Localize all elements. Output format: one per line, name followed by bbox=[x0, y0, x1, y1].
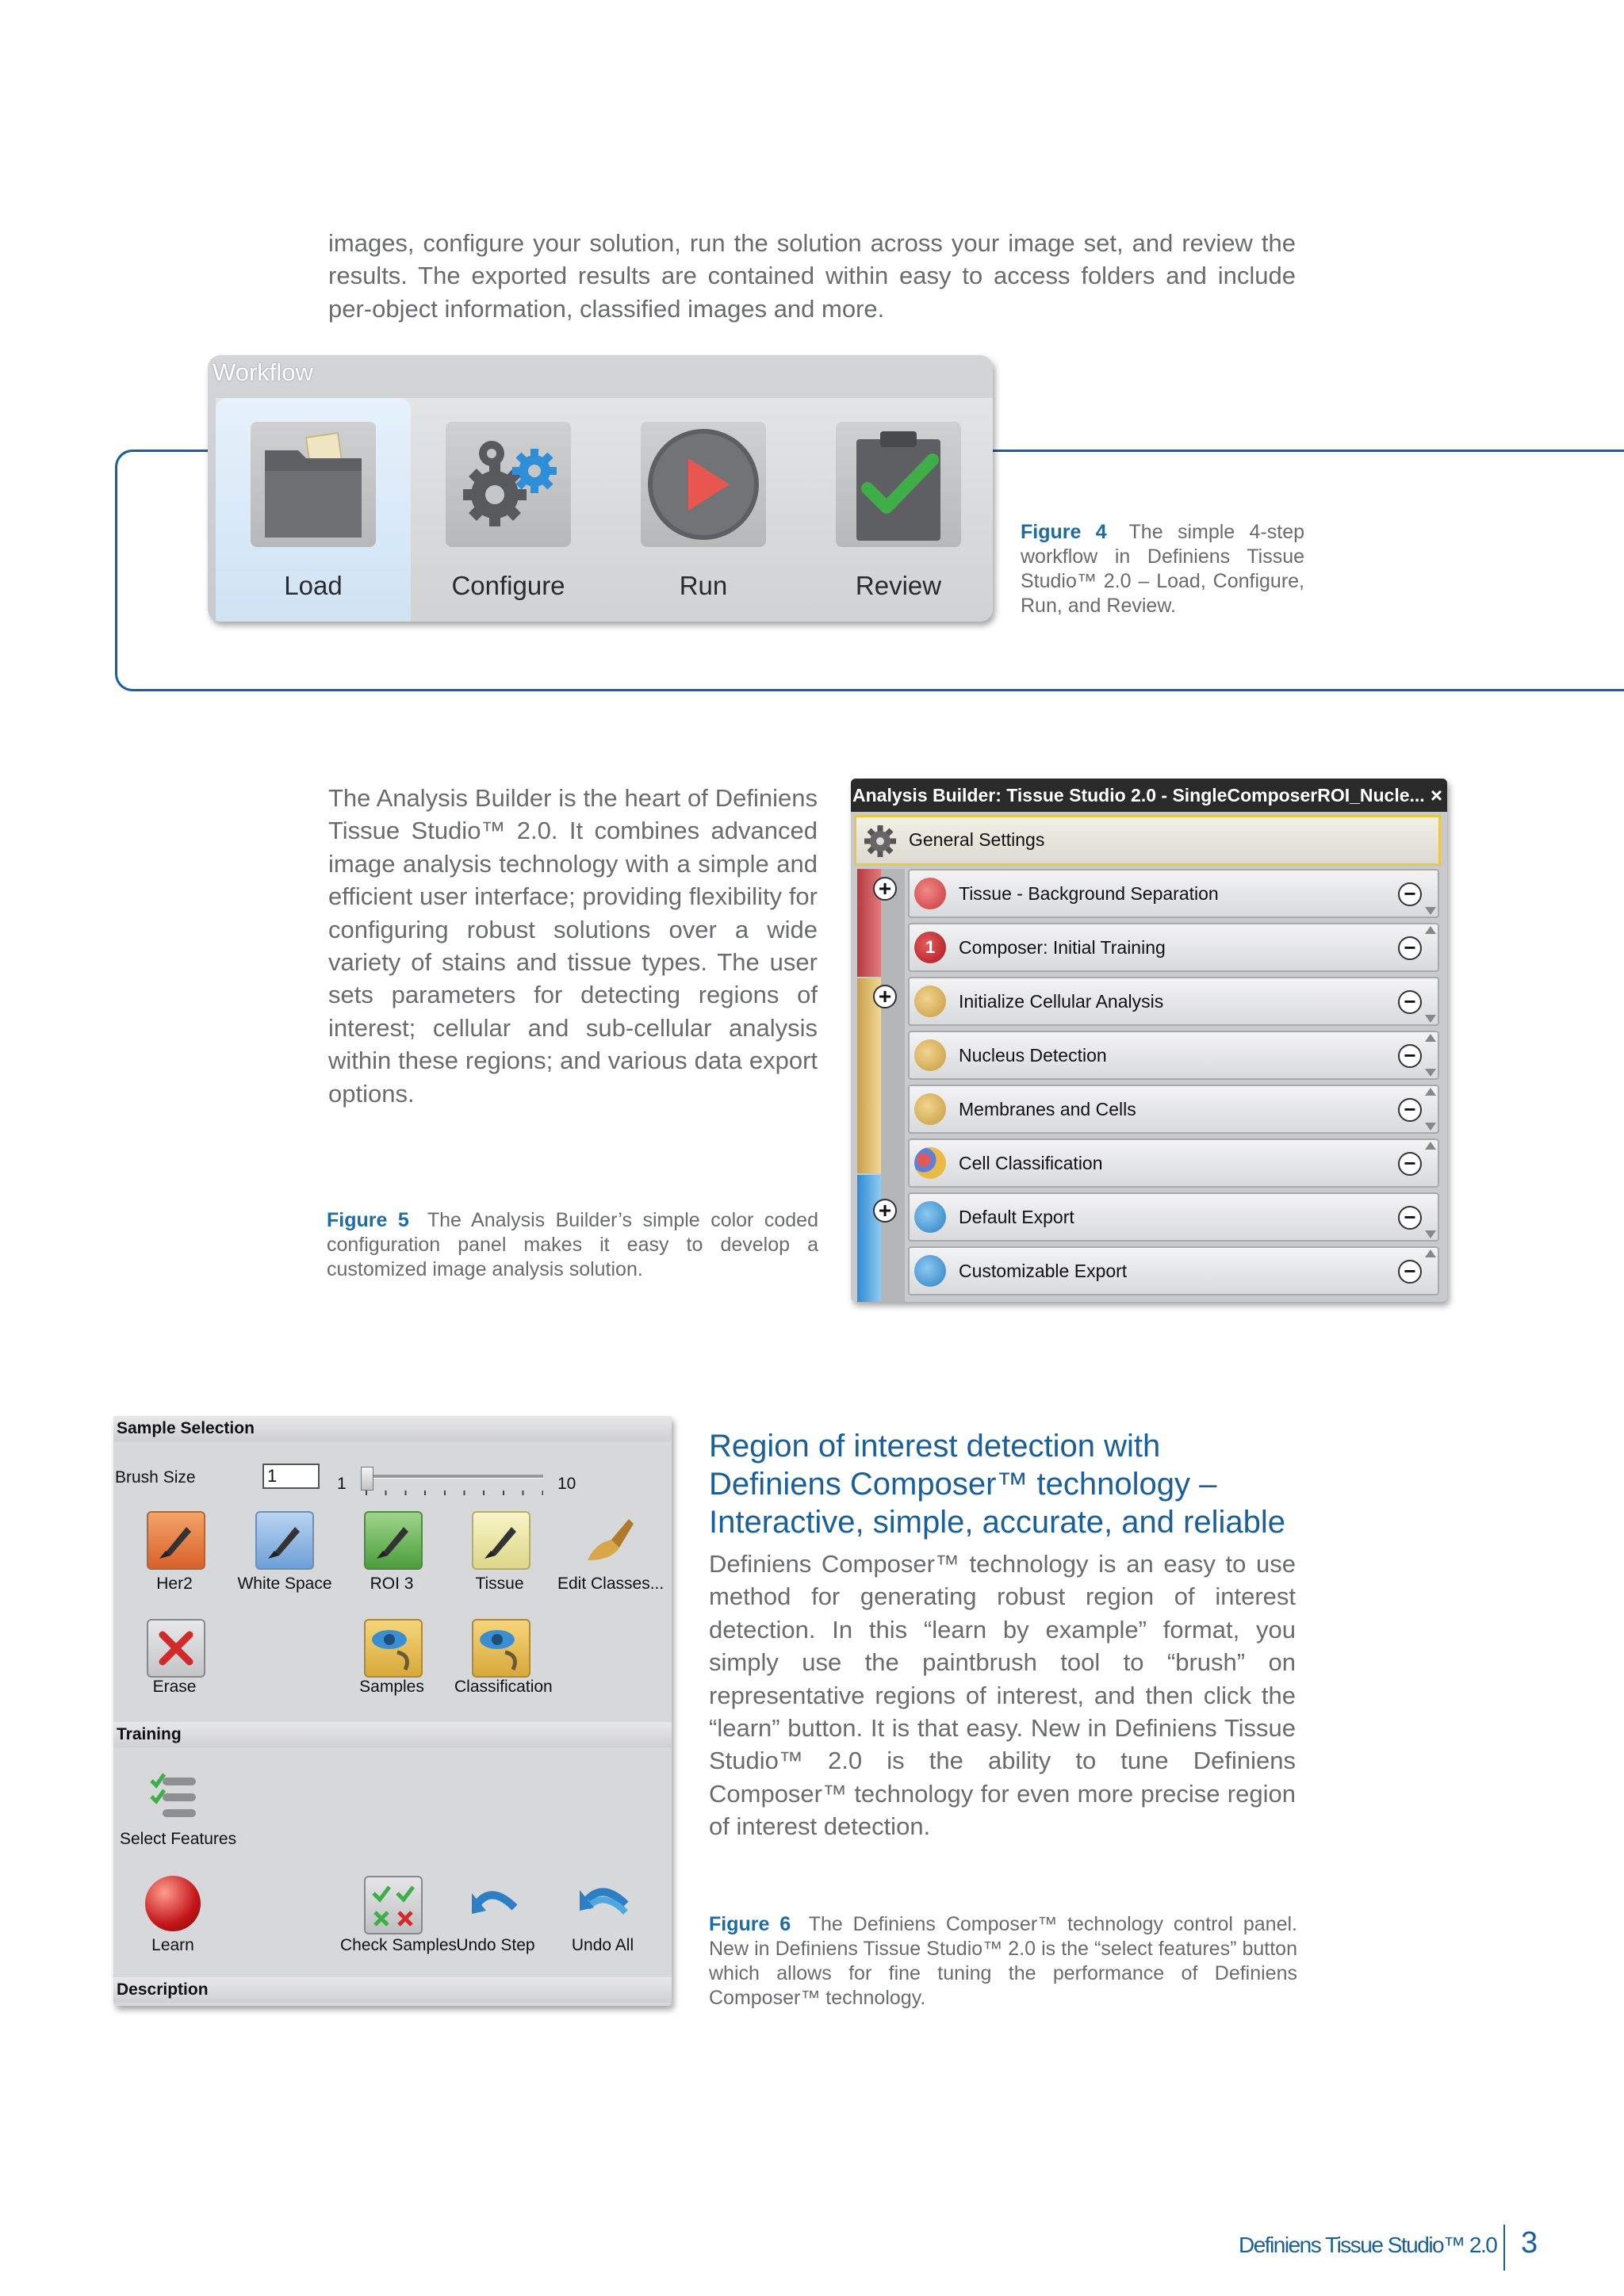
samples-label: Samples bbox=[359, 1678, 424, 1696]
her2-brush-button[interactable] bbox=[147, 1511, 205, 1570]
figure4-caption-text: The simple 4-step workflow in Definiens Tissue Studio™ 2.0 – Load, Configure, Run, and Review. bbox=[1021, 521, 1304, 617]
general-settings[interactable] bbox=[854, 815, 1441, 866]
expand-export-group[interactable]: + bbox=[873, 1199, 897, 1223]
workflow-step-review[interactable] bbox=[801, 398, 993, 622]
undo-icon bbox=[469, 1876, 524, 1931]
intro-paragraph: images, configure your solution, run the solution across your image set, and review the results. The exported results are contained within easy to access folders and include per-object information, classified images and more. bbox=[328, 229, 1296, 323]
move-down-arrow-icon[interactable] bbox=[1425, 907, 1436, 915]
page-number: 3 bbox=[1521, 2226, 1538, 2260]
row-label: Cell Classification bbox=[959, 1153, 1103, 1173]
undo-all-button[interactable] bbox=[576, 1876, 632, 1931]
edit-classes-brush-icon bbox=[580, 1511, 635, 1567]
workflow-step-load[interactable] bbox=[216, 398, 411, 622]
workflow-title: Workflow bbox=[213, 358, 313, 386]
undo-step-button[interactable] bbox=[469, 1876, 524, 1931]
analysis-paragraph: The Analysis Builder is the heart of Definiens Tissue Studio™ 2.0. It combines advanced image analysis technology with a simple and efficient user interface; providing flexibility for configuring robust solutions over a wide variety of stains and tissue types. The user sets parameters for detecting regions of interest; cellular and sub-cellular analysis within these regions; and various data export options. bbox=[328, 784, 818, 1108]
classification-icon bbox=[914, 1147, 946, 1179]
row-label: Tissue - Background Separation bbox=[959, 883, 1219, 904]
move-up-arrow-icon[interactable] bbox=[1425, 1142, 1436, 1150]
row-composer-initial-training[interactable] bbox=[908, 923, 1439, 972]
nucleus-icon bbox=[914, 1039, 946, 1071]
sliders-icon bbox=[914, 985, 946, 1017]
section-heading: Region of interest detection with Definiens Composer™ technology – Interactive, simple, accurate, and reliable bbox=[709, 1429, 1286, 1540]
slider-thumb[interactable] bbox=[361, 1467, 373, 1490]
figure5-caption-text: The Analysis Builder’s simple color coded configuration panel makes it easy to develop a customized image analysis solution. bbox=[327, 1209, 818, 1280]
row-customizable-export[interactable] bbox=[908, 1246, 1439, 1295]
export-icon bbox=[914, 1201, 946, 1233]
undo-step-label: Undo Step bbox=[456, 1936, 535, 1954]
tissue-icon bbox=[914, 878, 946, 909]
footer-divider bbox=[1503, 2225, 1505, 2271]
move-up-arrow-icon[interactable] bbox=[1425, 1249, 1436, 1257]
brush-size-input[interactable]: 1 bbox=[262, 1464, 320, 1489]
roi3-label: ROI 3 bbox=[370, 1575, 414, 1593]
gear-icon bbox=[861, 822, 899, 860]
workflow-step-label: Load bbox=[284, 571, 343, 600]
row-label: Customizable Export bbox=[959, 1261, 1128, 1281]
edit-classes-button[interactable] bbox=[580, 1511, 635, 1567]
window-title: Analysis Builder: Tissue Studio 2.0 - SingleComposerROI_Nucle... bbox=[852, 785, 1425, 806]
window-titlebar bbox=[851, 779, 1447, 812]
row-label: Initialize Cellular Analysis bbox=[959, 991, 1164, 1012]
collapse-button[interactable]: − bbox=[1398, 1260, 1422, 1284]
slider-max-label: 10 bbox=[557, 1475, 576, 1493]
paintbrush-icon bbox=[257, 1513, 312, 1568]
row-membranes-and-cells[interactable] bbox=[908, 1085, 1439, 1134]
collapse-button[interactable]: − bbox=[1398, 990, 1422, 1014]
figure4-caption-label: Figure 4 bbox=[1021, 521, 1107, 543]
workflow-step-label: Review bbox=[855, 571, 942, 600]
workflow-step-label: Run bbox=[679, 571, 728, 600]
footer-brand: Definiens Tissue Studio™ 2.0 bbox=[1239, 2233, 1497, 2257]
undo-all-icon bbox=[576, 1876, 632, 1931]
move-up-arrow-icon[interactable] bbox=[1425, 1034, 1436, 1042]
her2-label: Her2 bbox=[156, 1575, 193, 1593]
figure6-caption-label: Figure 6 bbox=[709, 1913, 791, 1935]
select-features-label: Select Features bbox=[120, 1830, 237, 1848]
row-default-export[interactable] bbox=[908, 1192, 1439, 1242]
roi3-brush-button[interactable] bbox=[364, 1511, 423, 1570]
brush-size-label: Brush Size bbox=[115, 1468, 196, 1487]
row-label: Composer: Initial Training bbox=[959, 937, 1166, 958]
composer-1-icon: 1 bbox=[914, 932, 946, 963]
row-tissue-background-separation[interactable] bbox=[908, 869, 1439, 918]
collapse-button[interactable]: − bbox=[1398, 1152, 1422, 1176]
row-cell-classification[interactable] bbox=[908, 1138, 1439, 1188]
expand-tissue-group[interactable]: + bbox=[873, 877, 897, 901]
move-down-arrow-icon[interactable] bbox=[1425, 1069, 1436, 1077]
tissue-brush-button[interactable] bbox=[472, 1511, 530, 1570]
row-label: Default Export bbox=[959, 1207, 1074, 1227]
section-description: Description bbox=[113, 1977, 672, 2003]
select-features-button[interactable] bbox=[147, 1770, 202, 1825]
close-icon[interactable]: × bbox=[1430, 783, 1442, 807]
edit-classes-label: Edit Classes... bbox=[557, 1575, 665, 1593]
analysis-builder-window bbox=[851, 779, 1447, 1302]
collapse-button[interactable]: − bbox=[1398, 882, 1422, 906]
erase-label: Erase bbox=[152, 1678, 197, 1696]
white-space-label: White Space bbox=[237, 1575, 332, 1593]
check-samples-button[interactable] bbox=[364, 1876, 423, 1934]
general-settings-label: General Settings bbox=[909, 829, 1045, 850]
classification-button[interactable] bbox=[472, 1619, 530, 1678]
row-initialize-cellular-analysis[interactable] bbox=[908, 977, 1439, 1026]
play-icon bbox=[641, 422, 766, 547]
figure5-caption-label: Figure 5 bbox=[327, 1209, 409, 1231]
clipboard-check-icon bbox=[836, 422, 961, 547]
paintbrush-icon bbox=[473, 1513, 529, 1568]
paintbrush-icon bbox=[366, 1513, 421, 1568]
workflow-step-run[interactable] bbox=[606, 398, 801, 622]
paintbrush-icon bbox=[148, 1513, 204, 1568]
row-nucleus-detection[interactable] bbox=[908, 1031, 1439, 1080]
check-samples-label: Check Samples bbox=[340, 1936, 458, 1954]
move-up-arrow-icon[interactable] bbox=[1425, 926, 1436, 934]
export-icon bbox=[914, 1255, 946, 1287]
composer-control-panel bbox=[113, 1416, 672, 2006]
collapse-button[interactable]: − bbox=[1398, 1044, 1422, 1068]
check-samples-icon bbox=[366, 1877, 421, 1933]
figure4-caption bbox=[1021, 520, 1304, 618]
samples-button[interactable] bbox=[364, 1619, 423, 1678]
gears-icon bbox=[446, 422, 571, 547]
figure6-caption bbox=[709, 1912, 1297, 2011]
group-bar-yellow bbox=[857, 978, 881, 1173]
workflow-panel bbox=[208, 355, 993, 622]
section-training: Training bbox=[113, 1722, 672, 1747]
figure5-caption bbox=[327, 1208, 818, 1282]
row-label: Nucleus Detection bbox=[959, 1045, 1107, 1066]
slider-min-label: 1 bbox=[337, 1475, 347, 1493]
classification-label: Classification bbox=[454, 1678, 553, 1696]
cells-icon bbox=[914, 1093, 946, 1125]
eye-icon bbox=[366, 1621, 421, 1676]
expand-cellular-group[interactable]: + bbox=[873, 985, 897, 1008]
section-paragraph: Definiens Composer™ technology is an easy to use method for generating robust region of interest detection. In this “learn by example” format, you simply use the paintbrush tool to “brush” on representative regions of interest, and then click the “learn” button. It is that easy. New in Definiens Tissue Studio™ 2.0 is the ability to tune Definiens Composer™ technology for even more precise region of interest detection. bbox=[709, 1550, 1296, 1841]
workflow-step-configure[interactable] bbox=[411, 398, 606, 622]
learn-label: Learn bbox=[151, 1936, 194, 1954]
workflow-step-label: Configure bbox=[451, 571, 565, 600]
move-up-arrow-icon[interactable] bbox=[1425, 1088, 1436, 1096]
checklist-icon bbox=[147, 1770, 202, 1825]
tissue-label: Tissue bbox=[475, 1575, 524, 1593]
figure6-caption-text: The Definiens Composer™ technology control panel. New in Definiens Tissue Studio™ 2.0 is the “select features” button which allows for fine tuning the performance of Definiens Composer™ technology. bbox=[709, 1913, 1297, 2009]
move-down-arrow-icon[interactable] bbox=[1425, 1123, 1436, 1131]
move-down-arrow-icon[interactable] bbox=[1425, 1230, 1436, 1238]
learn-button[interactable] bbox=[145, 1876, 201, 1931]
section-sample-selection: Sample Selection bbox=[113, 1416, 672, 1441]
collapse-button[interactable]: − bbox=[1398, 1206, 1422, 1230]
eye-icon bbox=[473, 1621, 529, 1676]
erase-x-icon bbox=[148, 1621, 204, 1676]
undo-all-label: Undo All bbox=[571, 1936, 634, 1954]
group-bar-blue bbox=[857, 1175, 881, 1302]
erase-button[interactable] bbox=[147, 1619, 205, 1678]
row-label: Membranes and Cells bbox=[959, 1099, 1136, 1119]
collapse-button[interactable]: − bbox=[1398, 936, 1422, 960]
move-down-arrow-icon[interactable] bbox=[1425, 1015, 1436, 1023]
folder-icon bbox=[251, 422, 376, 547]
collapse-button[interactable]: − bbox=[1398, 1098, 1422, 1122]
brush-size-slider[interactable] bbox=[361, 1470, 543, 1494]
group-bar-gutter bbox=[881, 869, 905, 1302]
white-space-brush-button[interactable] bbox=[255, 1511, 314, 1570]
